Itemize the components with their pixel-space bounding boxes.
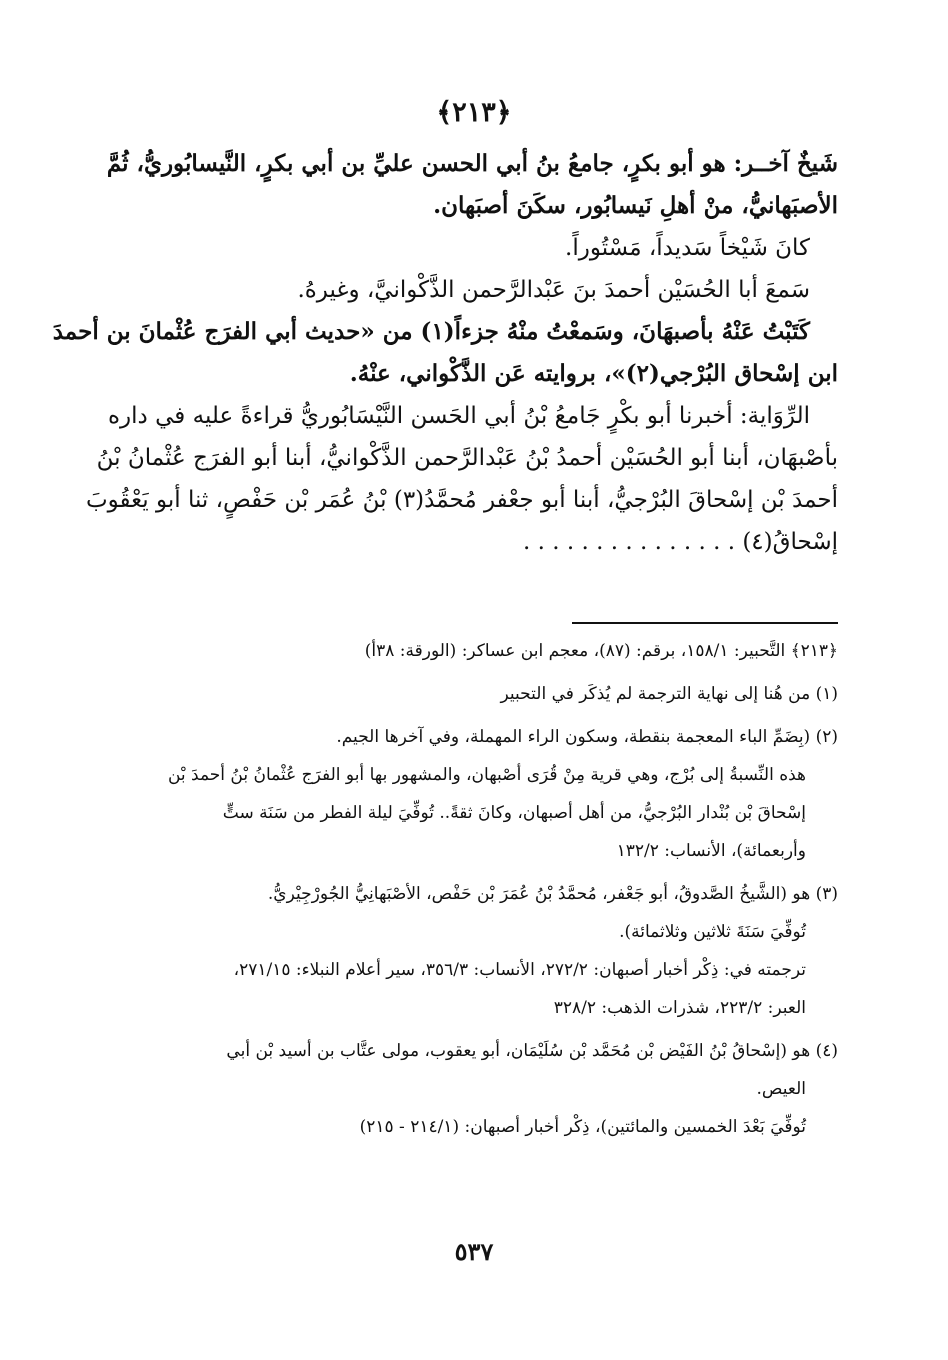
footnote-4-line: العيص. xyxy=(756,1079,806,1099)
footnote-2: (٢) (بِضَمِّ الباء المعجمة بنقطة، وسكون الراء المهملة، وفي آخرها الجيم. xyxy=(336,727,838,747)
footnote-4: (٤) هو (إسْحاقُ بْنُ الفَيْض بْن مُحَمَّد بْن سُلَيْمَان، أبو يعقوب، مولى عتَّاب بن أسيد بْن أبي xyxy=(226,1041,838,1061)
wrote-line: ابن إسْحاق البُرْجي(٢)»، بروايته عَن الذَّكْواني، عنْهُ. xyxy=(349,360,838,387)
heading-line: الأصبَهانيُّ، منْ أهلِ نَيسابُور، سكَنَ أصبَهان. xyxy=(433,192,838,219)
footnote-1: (١) من هُنا إلى نهاية الترجمة لم يُذكَر في التحبير xyxy=(500,684,838,704)
heading-line: شَيخٌ آخــر: هو أبو بكرٍ، جامعُ بنُ أبي الحسن عليِّ بن أبي بكرٍ، النَّيسابُوريُّ، ثُمَّ xyxy=(106,150,838,177)
body-line: سَمعَ أبا الحُسَيْن أحمدَ بنَ عَبْدالرَّحمن الذَّكْوانيَّ، وغيرهُ. xyxy=(297,277,810,303)
footnote-4-line: تُوفِّيَ بَعْدَ الخمسين والمائتين)، ذِكْر أخبار أصبهان: (٢١٤/١ - ٢١٥) xyxy=(359,1117,806,1137)
riwaya-line: بأصْبهَان، أبنا أبو الحُسَيْن أحمدُ بْنُ عَبْدالرَّحمن الذَّكْوانيُّ، أبنا أبو الفرَج عُثْمانُ بْنُ xyxy=(96,445,838,471)
footnote-2-line: هذه النِّسبةُ إلى بُرْج، وهي قرية مِنْ قُرَى أصْبهان، والمشهور بها أبو الفرَج عُثْمانُ بْنُ أحمدَ بْن xyxy=(167,765,806,785)
footnote-source: ﴿٢١٣﴾ التَّحبير: ١٥٨/١، برقم: (٨٧)، معجم ابن عساكر: (الورقة: ٣٨أ) xyxy=(364,641,838,661)
main-text xyxy=(52,143,838,563)
page-number: ٥٣٧ xyxy=(454,1237,494,1266)
footnote-2-line: إسْحاقَ بْن بُنْدار البُرْجيُّ، من أهل أصبهان، وكانَ ثقةً.. تُوفِّيَ ليلة الفطر من سَنَة ستٍّ xyxy=(222,803,806,823)
footnote-divider xyxy=(572,622,838,624)
riwaya-line: أحمدَ بْن إسْحاقَ البُرْجيُّ، أبنا أبو جعْفر مُحمَّدُ(٣) بْنُ عُمَر بْن حَفْصٍ، ثنا أبو يَعْقُوبَ xyxy=(85,487,838,513)
footnote-3-line: تُوفِّيَ سَنَةَ ثلاثين وثلاثمائة). xyxy=(619,922,806,942)
riwaya-line: إسْحاقُ(٤) . . . . . . . . . . . . . . . xyxy=(522,529,838,555)
wrote-line: كَتَبْتُ عَنْهُ بأصبهَانَ، وسَمعْتُ منْهُ جزءاً(١) من «حديث أبي الفرَج عُثْمانَ بن أحمدَ xyxy=(52,318,810,345)
footnote-3-line: ترجمته في: ذِكْر أخبار أصبهان: ٢٧٢/٢، الأنساب: ٣٥٦/٣، سير أعلام النبلاء: ٢٧١/١٥، xyxy=(233,960,806,980)
footnote-2-line: وأربعمائة)، الأنساب: ١٣٢/٢ xyxy=(616,841,806,861)
footnote-3: (٣) هو (الشَّيخُ الصَّدوقُ، أبو جَعْفر، مُحمَّدُ بْنُ عُمَرَ بْن حَفْص، الأصْبَهانِيُّ الجُورْجِيْريُّ. xyxy=(267,884,838,904)
riwaya-line: الرِّوَاية: أخبرنا أبو بكْرٍ جَامعُ بْنُ أبي الحَسن النَّيْسَابُوريُّ قراءةً عليه في داره xyxy=(108,403,810,429)
footnote-3-line: العبر: ٢٢٣/٢، شذرات الذهب: ٣٢٨/٢ xyxy=(553,998,806,1018)
body-line: كانَ شَيْخاً سَديداً، مَسْتُوراً. xyxy=(565,235,810,261)
footnotes xyxy=(108,632,838,1146)
entry-number: ﴿٢١٣﴾ xyxy=(436,97,512,128)
